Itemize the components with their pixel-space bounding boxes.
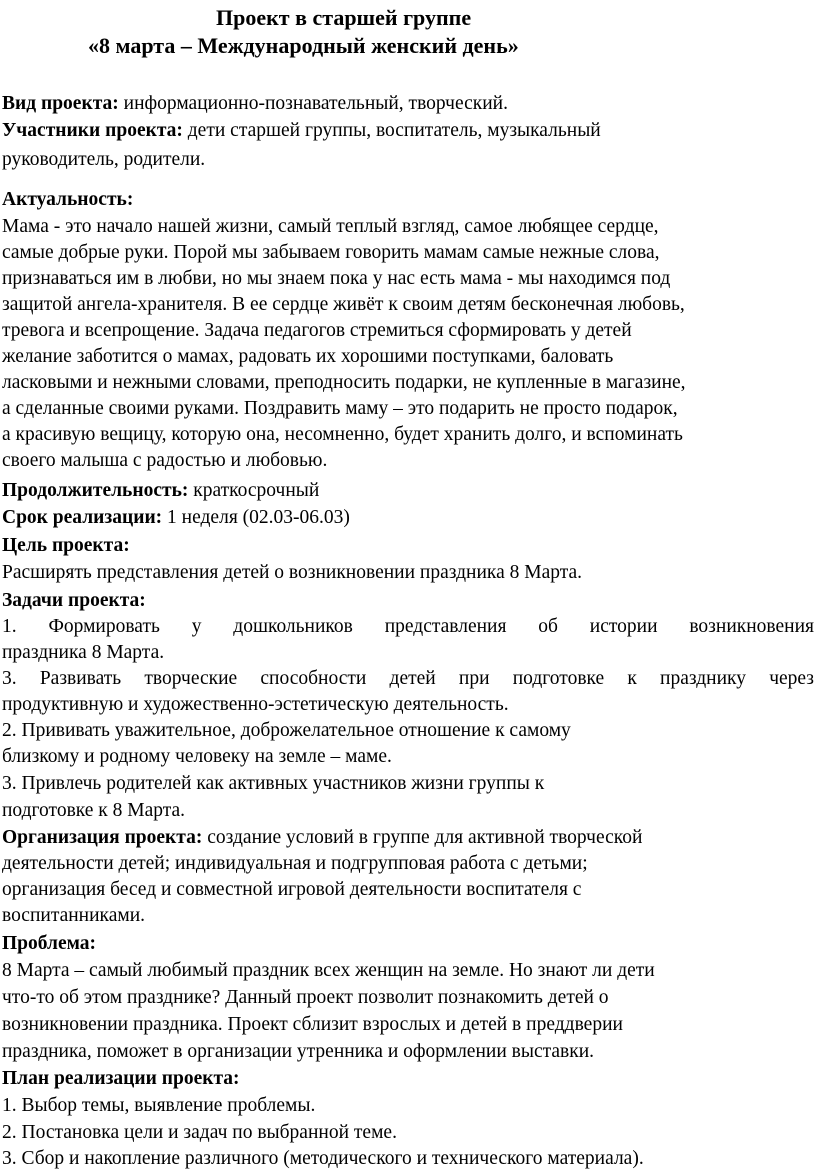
task-line: 1. Формировать у дошкольников представления об истории возникновения <box>2 616 814 637</box>
project-type-label: Вид проекта: <box>2 93 119 114</box>
participants-value: дети старшей группы, воспитатель, музыкальный <box>182 120 601 141</box>
organization-line: организация бесед и совместной игровой деятельности воспитателя с <box>2 879 582 900</box>
goal-text: Расширять представления детей о возникновении праздника 8 Марта. <box>2 562 583 583</box>
task-line: 3. Привлечь родителей как активных участников жизни группы к <box>2 773 545 794</box>
participants <box>2 118 601 144</box>
participants-cont: руководитель, родители. <box>2 149 206 170</box>
relevance-line: защитой ангела-хранителя. В ее сердце живёт к своим детям бесконечная любовь, <box>2 294 685 315</box>
task-line: 2. Прививать уважительное, доброжелательное отношение к самому <box>2 720 571 741</box>
relevance-line: а красивую вещицу, которую она, несомненно, будет хранить долго, и вспоминать <box>2 424 683 445</box>
relevance-line: а сделанные своими руками. Поздравить маму – это подарить не просто подарок, <box>2 398 678 419</box>
relevance-line: желание заботится о мамах, радовать их хорошими поступками, баловать <box>2 346 614 367</box>
plan-heading: План реализации проекта: <box>2 1068 240 1089</box>
problem-line: что-то об этом празднике? Данный проект позволит познакомить детей о <box>2 987 609 1008</box>
title-line-1: Проект в старшей группе <box>216 5 472 30</box>
title-line-2: «8 марта – Международный женский день» <box>88 33 519 58</box>
project-type <box>2 91 508 117</box>
participants-label: Участники проекта: <box>2 120 183 141</box>
relevance-line: тревога и всепрощение. Задача педагогов стремиться сформировать у детей <box>2 320 632 341</box>
duration <box>2 478 319 504</box>
task-line: праздника 8 Марта. <box>2 642 165 663</box>
plan-line: 2. Постановка цели и задач по выбранной теме. <box>2 1122 397 1143</box>
problem-line: возникновении праздника. Проект сблизит взрослых и детей в преддверии <box>2 1014 623 1035</box>
organization-line: деятельности детей; индивидуальная и подгрупповая работа с детьми; <box>2 853 588 874</box>
duration-value: краткосрочный <box>188 480 320 501</box>
relevance-line: своего малыша с радостью и любовью. <box>2 450 328 471</box>
relevance-heading: Актуальность: <box>2 189 134 210</box>
task-line: близкому и родному человеку на земле – маме. <box>2 746 392 767</box>
organization <box>2 825 642 851</box>
task-line: 3. Развивать творческие способности детей при подготовке к празднику через <box>2 668 814 689</box>
relevance-line: самые добрые руки. Порой мы забываем говорить мамам самые нежные слова, <box>2 242 660 263</box>
goal-heading: Цель проекта: <box>2 535 130 556</box>
organization-label: Организация проекта: <box>2 827 203 848</box>
term-value: 1 неделя (02.03-06.03) <box>162 507 350 528</box>
problem-heading: Проблема: <box>2 933 97 954</box>
plan-line: 1. Выбор темы, выявление проблемы. <box>2 1095 316 1116</box>
problem-line: 8 Марта – самый любимый праздник всех женщин на земле. Но знают ли дети <box>2 960 655 981</box>
duration-label: Продолжительность: <box>2 480 189 501</box>
problem-line: праздника, поможет в организации утренника и оформлении выставки. <box>2 1041 595 1062</box>
task-line: продуктивную и художественно-эстетическую деятельность. <box>2 694 509 715</box>
plan-line: 3. Сбор и накопление различного (методического и технического материала). <box>2 1148 644 1169</box>
relevance-line: ласковыми и нежными словами, преподносить подарки, не купленные в магазине, <box>2 372 686 393</box>
task-line: подготовке к 8 Марта. <box>2 800 186 821</box>
organization-line: воспитанниками. <box>2 905 146 926</box>
term <box>2 505 350 531</box>
organization-first: создание условий в группе для активной творческой <box>202 827 643 848</box>
relevance-line: признаваться им в любви, но мы знаем пока у нас есть мама - мы находимся под <box>2 268 671 289</box>
term-label: Срок реализации: <box>2 507 163 528</box>
project-type-value: информационно-познавательный, творческий. <box>118 93 508 114</box>
tasks-heading: Задачи проекта: <box>2 590 146 611</box>
relevance-line: Мама - это начало нашей жизни, самый теплый взгляд, самое любящее сердце, <box>2 216 659 237</box>
